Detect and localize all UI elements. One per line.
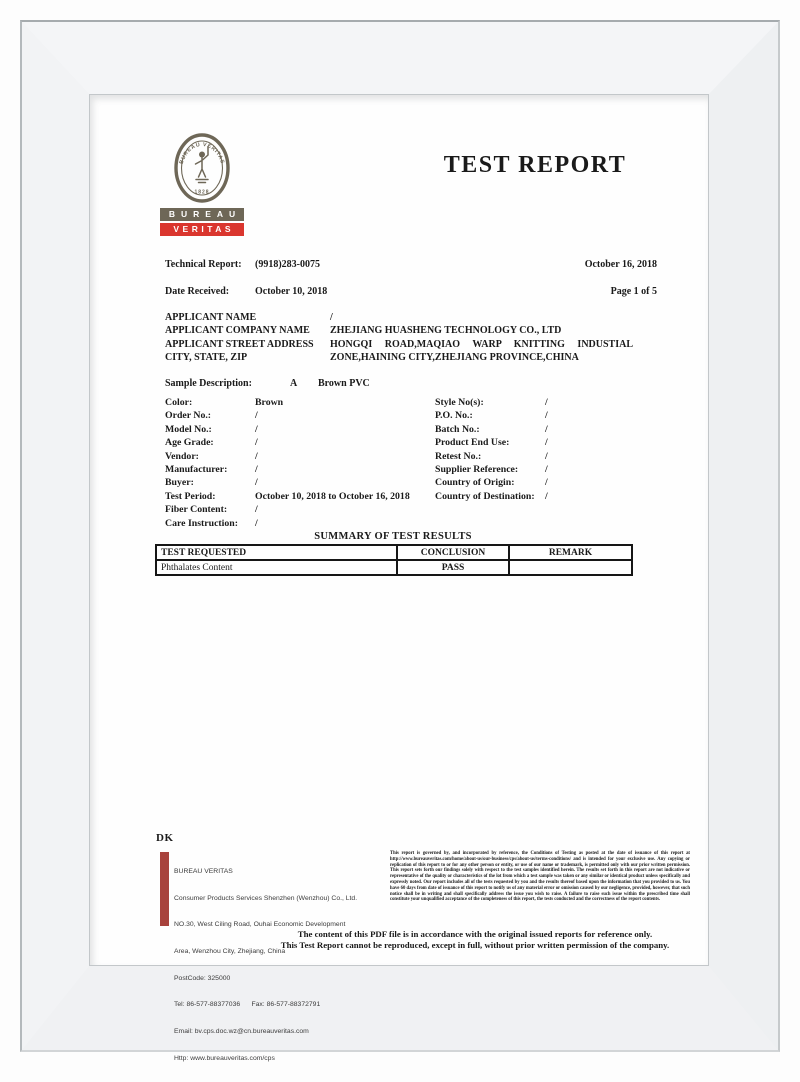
field-value: / [255, 517, 258, 529]
bureau-veritas-emblem-icon [174, 133, 230, 203]
field-row [435, 423, 707, 436]
notice-line: This Test Report cannot be reproduced, except in full, without prior written permission of the company. [280, 940, 670, 950]
applicant-label: APPLICANT STREET ADDRESS [165, 338, 314, 350]
field-label: Manufacturer: [165, 463, 228, 475]
technical-report-label: Technical Report: [165, 259, 242, 270]
summary-table-wrap [155, 544, 631, 576]
field-row [435, 463, 707, 476]
address-line: NO.30, West Ciling Road, Ouhai Economic Development [174, 921, 346, 929]
summary-table [155, 544, 633, 576]
page-indicator: Page 1 of 5 [610, 286, 657, 297]
col-test-requested: TEST REQUESTED [156, 545, 397, 560]
footer-red-bar [160, 852, 169, 926]
summary-header-row [156, 545, 632, 560]
field-label: Product End Use: [435, 437, 510, 449]
field-label: Model No.: [165, 423, 212, 435]
field-value: Brown [255, 397, 284, 408]
conditions-disclaimer: This report is governed by, and incorporated by reference, the Conditions of Testing as posted at the date of issuance of this report at http://www.bureauveritas.com/home/about-us/our-business/cps/about-us/terms-conditions/ and is intended for your exclusive use. Any copying or replication of this report to or for any other person or entity, or use of our name or trademark, is permitted only with our prior written permission. This report sets forth our findings solely with respect to the test samples identified herein. The results set forth in this report are not indicative or representative of the quality or characteristics of the lot from which a test sample was taken or any similar or identical product unless specifically and expressly noted. Our report includes all of the tests requested by you and the results thereof based upon the information that you provided to us. You have 60 days from date of issuance of this report to notify us of any material error or omission caused by our negligence, provided, however, that such notice shall be in writing and shall specifically address the issue you wish to raise. A failure to raise such issue within the prescribed time shall constitute your unqualified acceptance of the completeness of this report, the tests conducted and the correctness of the report contents. [390, 851, 690, 903]
field-value: / [255, 463, 258, 475]
sample-mark: A [290, 378, 298, 389]
field-row [435, 450, 707, 463]
applicant-value: ZHEJIANG HUASHENG TECHNOLOGY CO., LTD [330, 325, 562, 337]
field-label: Color: [165, 397, 193, 408]
field-value: / [545, 490, 548, 502]
logo-word-veritas: VERITAS [160, 223, 244, 236]
field-label: Buyer: [165, 477, 194, 489]
field-value: / [255, 477, 258, 489]
sample-description-label: Sample Description: [165, 378, 252, 389]
field-label: Batch No.: [435, 423, 480, 435]
applicant-value: / [330, 312, 333, 323]
applicant-label: APPLICANT COMPANY NAME [165, 325, 310, 337]
field-row [165, 517, 515, 530]
address-line: BUREAU VERITAS [174, 867, 233, 875]
lab-address-block [174, 850, 404, 1082]
test-report-document [90, 95, 708, 1062]
field-label: Supplier Reference: [435, 463, 519, 475]
field-value: / [545, 450, 548, 462]
field-label: Order No.: [165, 410, 212, 422]
address-line: Consumer Products Services Shenzhen (Wenzhou) Co., Ltd. [174, 894, 358, 902]
applicant-block [165, 311, 633, 365]
applicant-value: HONGQI ROAD,MAQIAO WARP KNITTING INDUSTIAL [330, 338, 633, 350]
field-value: / [545, 437, 548, 449]
technical-report-value: (9918)283-0075 [255, 259, 320, 270]
field-row [435, 436, 707, 449]
field-label: Care Instruction: [165, 517, 239, 529]
table-row [156, 560, 632, 575]
summary-heading: SUMMARY OF TEST RESULTS [314, 531, 472, 542]
applicant-value: ZONE,HAINING CITY,ZHEJIANG PROVINCE,CHINA [330, 352, 579, 364]
logo-word-bureau: BUREAU [160, 208, 244, 221]
field-value: October 10, 2018 to October 16, 2018 [255, 490, 410, 502]
field-value: / [545, 463, 548, 475]
field-value: / [545, 397, 548, 408]
address-line: Area, Wenzhou City, Zhejiang, China [174, 947, 286, 955]
issue-date: October 16, 2018 [584, 259, 657, 270]
field-value: / [255, 423, 258, 435]
field-label: Fiber Content: [165, 504, 228, 516]
field-value: / [545, 423, 548, 435]
address-line: Http: www.bureauveritas.com/cps [174, 1054, 275, 1062]
svg-text:BUREAU VERITAS: BUREAU VERITAS [178, 141, 226, 166]
applicant-row [165, 311, 633, 324]
field-label: Retest No.: [435, 450, 482, 462]
field-value: / [545, 410, 548, 422]
cell-remark [509, 560, 632, 575]
field-label: Age Grade: [165, 437, 214, 449]
field-value: / [255, 504, 258, 516]
field-value: / [255, 437, 258, 449]
sample-description-value: Brown PVC [318, 378, 370, 389]
field-label: Style No(s): [435, 397, 484, 408]
bureau-veritas-logo [160, 133, 244, 236]
field-value: / [255, 410, 258, 422]
field-label: P.O. No.: [435, 410, 473, 422]
date-received-label: Date Received: [165, 286, 230, 297]
applicant-row [165, 338, 633, 351]
address-line: Email: bv.cps.doc.wz@cn.bureauveritas.com [174, 1028, 309, 1036]
reviewer-initials: DK [156, 832, 174, 844]
emblem-figure-icon [199, 152, 205, 158]
cell-conclusion: PASS [397, 560, 509, 575]
cell-test-requested: Phthalates Content [156, 560, 397, 575]
applicant-label: APPLICANT NAME [165, 312, 257, 323]
field-value: / [545, 477, 548, 489]
applicant-row [165, 351, 633, 364]
col-conclusion: CONCLUSION [397, 545, 509, 560]
field-label: Country of Destination: [435, 490, 535, 502]
field-row [435, 409, 707, 422]
svg-text:1828: 1828 [194, 189, 210, 196]
col-remark: REMARK [509, 545, 632, 560]
field-value: / [255, 450, 258, 462]
field-label: Vendor: [165, 450, 199, 462]
field-row [165, 503, 515, 516]
field-row [435, 476, 707, 489]
report-title: TEST REPORT [443, 152, 627, 178]
field-row [435, 490, 707, 503]
applicant-label: CITY, STATE, ZIP [165, 352, 248, 364]
address-line: Tel: 86-577-88377036 Fax: 86-577-88372791 [174, 1001, 321, 1009]
date-received-value: October 10, 2018 [255, 286, 328, 297]
detail-fields-right [435, 396, 707, 503]
field-row [435, 396, 707, 409]
notice-line: The content of this PDF file is in accordance with the original issued reports for reference only. [297, 929, 653, 939]
field-label: Country of Origin: [435, 477, 515, 489]
address-line: PostCode: 325000 [174, 974, 231, 982]
reproduction-notice [260, 929, 690, 951]
field-label: Test Period: [165, 490, 216, 502]
applicant-row [165, 324, 633, 337]
